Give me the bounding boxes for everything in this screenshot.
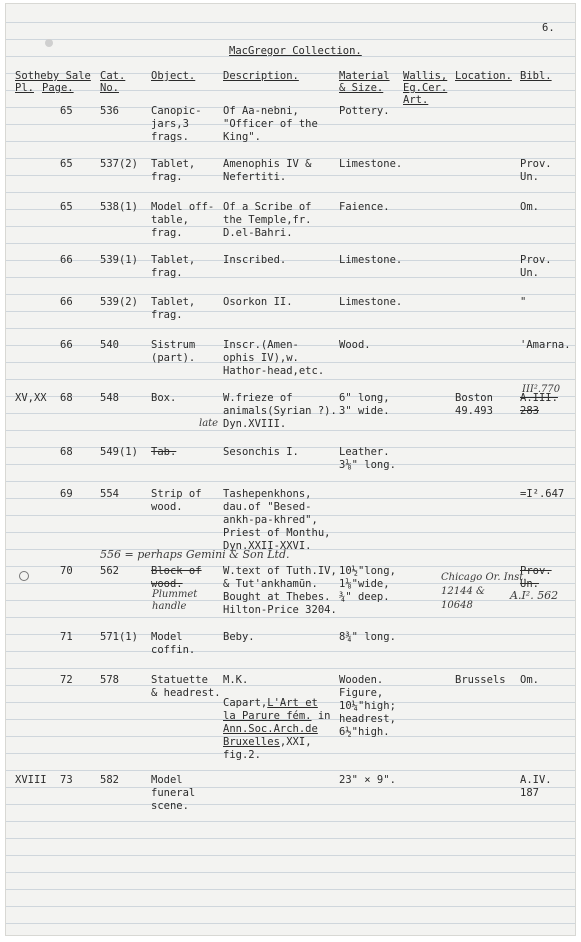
cell-object: Statuette & headrest. (151, 674, 221, 699)
handwritten-chicago: Chicago Or. Inst. 12144 & 10648 (441, 572, 527, 611)
cell-bibl: Prov. Un. (520, 158, 552, 183)
cell-bibl: A.IV. 187 (520, 774, 552, 799)
cell-material: Leather. 3⅛" long. (339, 446, 396, 471)
cell-material: Faience. (339, 201, 390, 213)
cell-description: W.text of Tuth.IV, & Tut'ankhamūn. Bought at Thebes. Hilton-Price 3204. (223, 565, 337, 616)
cell-cat: 554 (100, 488, 119, 500)
header-material-2: & Size. (339, 82, 384, 94)
cell-material: Wooden. Figure, 10¼"high; headrest, 6½"high. (339, 674, 396, 738)
header-description: Description. (223, 70, 299, 82)
cell-object: Strip of wood. (151, 488, 202, 513)
cell-bibl: 'Amarna. (520, 339, 571, 351)
header-cat-1: Cat. (100, 70, 126, 82)
cell-page: 73 (60, 774, 73, 786)
cell-description: M.K. (223, 674, 249, 686)
cell-pl: XVIII (15, 774, 47, 786)
capart-title-1: L'Art et (267, 697, 318, 709)
header-wallis-2: Eg.Cer. (403, 82, 448, 94)
cell-description: Of Aa-nebni, "Officer of the King". (223, 105, 318, 143)
punch-hole (45, 39, 53, 47)
capart-line-1 (223, 697, 318, 710)
cell-location: Boston 49.493 (455, 392, 493, 417)
cell-bibl: Om. (520, 201, 539, 213)
cell-object: Canopic- jars,3 frags. (151, 105, 202, 143)
cell-object (151, 565, 202, 591)
cell-material: Pottery. (339, 105, 390, 117)
cell-object: Tab. (151, 446, 177, 458)
cell-cat: 539(2) (100, 296, 138, 308)
cell-material: Limestone. (339, 158, 403, 170)
capart-line-4 (223, 736, 312, 749)
circle-mark (19, 571, 29, 581)
cell-page: 65 (60, 158, 73, 170)
cell-cat: 562 (100, 565, 119, 577)
cell-cat: 578 (100, 674, 119, 686)
cell-description: Amenophis IV & Nefertiti. (223, 158, 312, 183)
cell-cat: 549(1) (100, 446, 138, 458)
cell-material: 23" × 9". (339, 774, 396, 786)
cell-bibl: Om. (520, 674, 539, 686)
page-title: MacGregor Collection. (229, 45, 362, 57)
cell-page: 66 (60, 339, 73, 351)
cell-material: Limestone. (339, 296, 403, 308)
cell-page: 68 (60, 446, 73, 458)
cell-cat: 540 (100, 339, 119, 351)
handwritten-plummet: Plummet handle (152, 589, 198, 612)
cell-object: Tablet, frag. (151, 296, 196, 321)
handwritten-bibl-562: A.I². 562 (510, 589, 559, 602)
cell-page: 66 (60, 296, 73, 308)
cell-description: W.frieze of animals(Syrian ?). Dyn.XVIII. (223, 392, 337, 430)
cell-object: Model coffin. (151, 631, 196, 656)
cell-cat: 536 (100, 105, 119, 117)
cell-description: Sesonchis I. (223, 446, 299, 458)
cell-bibl: Prov. Un. (520, 254, 552, 279)
capart-prefix: Capart, (223, 697, 268, 709)
cell-material: 6" long, 3" wide. (339, 392, 390, 417)
cell-page: 71 (60, 631, 73, 643)
cell-cat: 582 (100, 774, 119, 786)
cell-cat: 538(1) (100, 201, 138, 213)
handwritten-bibl-548: III².770 (522, 384, 561, 395)
cell-description: Beby. (223, 631, 255, 643)
cell-cat: 571(1) (100, 631, 138, 643)
header-bibl: Bibl. (520, 70, 552, 82)
capart-title-2: la Parure fém. (223, 710, 312, 722)
cell-cat: 548 (100, 392, 119, 404)
capart-in: in (311, 710, 331, 722)
cell-object: Sistrum (part). (151, 339, 196, 364)
cell-cat: 537(2) (100, 158, 138, 170)
cell-page: 72 (60, 674, 73, 686)
cell-object: Model funeral scene. (151, 774, 196, 812)
capart-journal-2: Bruxelles (223, 736, 280, 748)
cell-page: 66 (60, 254, 73, 266)
cell-object: Model off- table, frag. (151, 201, 215, 239)
header-material-1: Material (339, 70, 390, 82)
cell-page: 68 (60, 392, 73, 404)
cell-description: Osorkon II. (223, 296, 293, 308)
cell-material: Limestone. (339, 254, 403, 266)
cell-object: Tablet, frag. (151, 158, 196, 183)
header-wallis-1: Wallis, (403, 70, 448, 82)
cell-bibl: Prov. Un. (520, 565, 552, 590)
cell-description: Of a Scribe of the Temple,fr. D.el-Bahri. (223, 201, 312, 239)
cell-page: 65 (60, 201, 73, 213)
cell-object: Tablet, frag. (151, 254, 196, 279)
cell-description: Inscr.(Amen- ophis IV),w. Hathor-head,etc. (223, 339, 325, 377)
capart-suffix: ,XXI, (279, 736, 312, 748)
cell-bibl: =I².647 (520, 488, 565, 500)
handwritten-note-556: 556 = perhaps Gemini & Son Ltd. (100, 548, 290, 561)
capart-journal-1: Ann.Soc.Arch.de (223, 723, 318, 735)
cell-material: 10½"long, 1⅛"wide, ¾" deep. (339, 565, 396, 603)
cell-object: Box. (151, 392, 177, 404)
object-line: wood. (151, 578, 183, 590)
cell-bibl: " (520, 296, 527, 308)
cell-page: 69 (60, 488, 73, 500)
cell-bibl: A.III. 283 (520, 392, 558, 417)
header-cat-2: No. (100, 82, 119, 94)
cell-page: 65 (60, 105, 73, 117)
object-line: Block of (151, 565, 202, 577)
cell-description: Inscribed. (223, 254, 287, 266)
header-wallis-3: Art. (403, 94, 429, 106)
capart-line-2 (223, 710, 330, 723)
document-page (5, 3, 576, 936)
cell-material: 8¾" long. (339, 631, 396, 643)
cell-page: 70 (60, 565, 73, 577)
cell-material: Wood. (339, 339, 371, 351)
handwritten-late: late (199, 418, 219, 429)
cell-location: Brussels (455, 674, 506, 686)
header-pl-1: Sotheby Sale (15, 70, 91, 82)
header-object: Object. (151, 70, 196, 82)
header-location: Location. (455, 70, 512, 82)
cell-description: Tashepenkhons, dau.of "Besed- ankh-pa-khred", Priest of Monthu, Dyn.XXII-XXVI. (223, 488, 331, 552)
cell-cat: 539(1) (100, 254, 138, 266)
capart-line-5: fig.2. (223, 749, 261, 761)
page-number: 6. (542, 22, 555, 34)
header-page: Page. (42, 82, 74, 94)
header-pl-2: Pl. (15, 82, 34, 94)
cell-pl: XV,XX (15, 392, 47, 404)
